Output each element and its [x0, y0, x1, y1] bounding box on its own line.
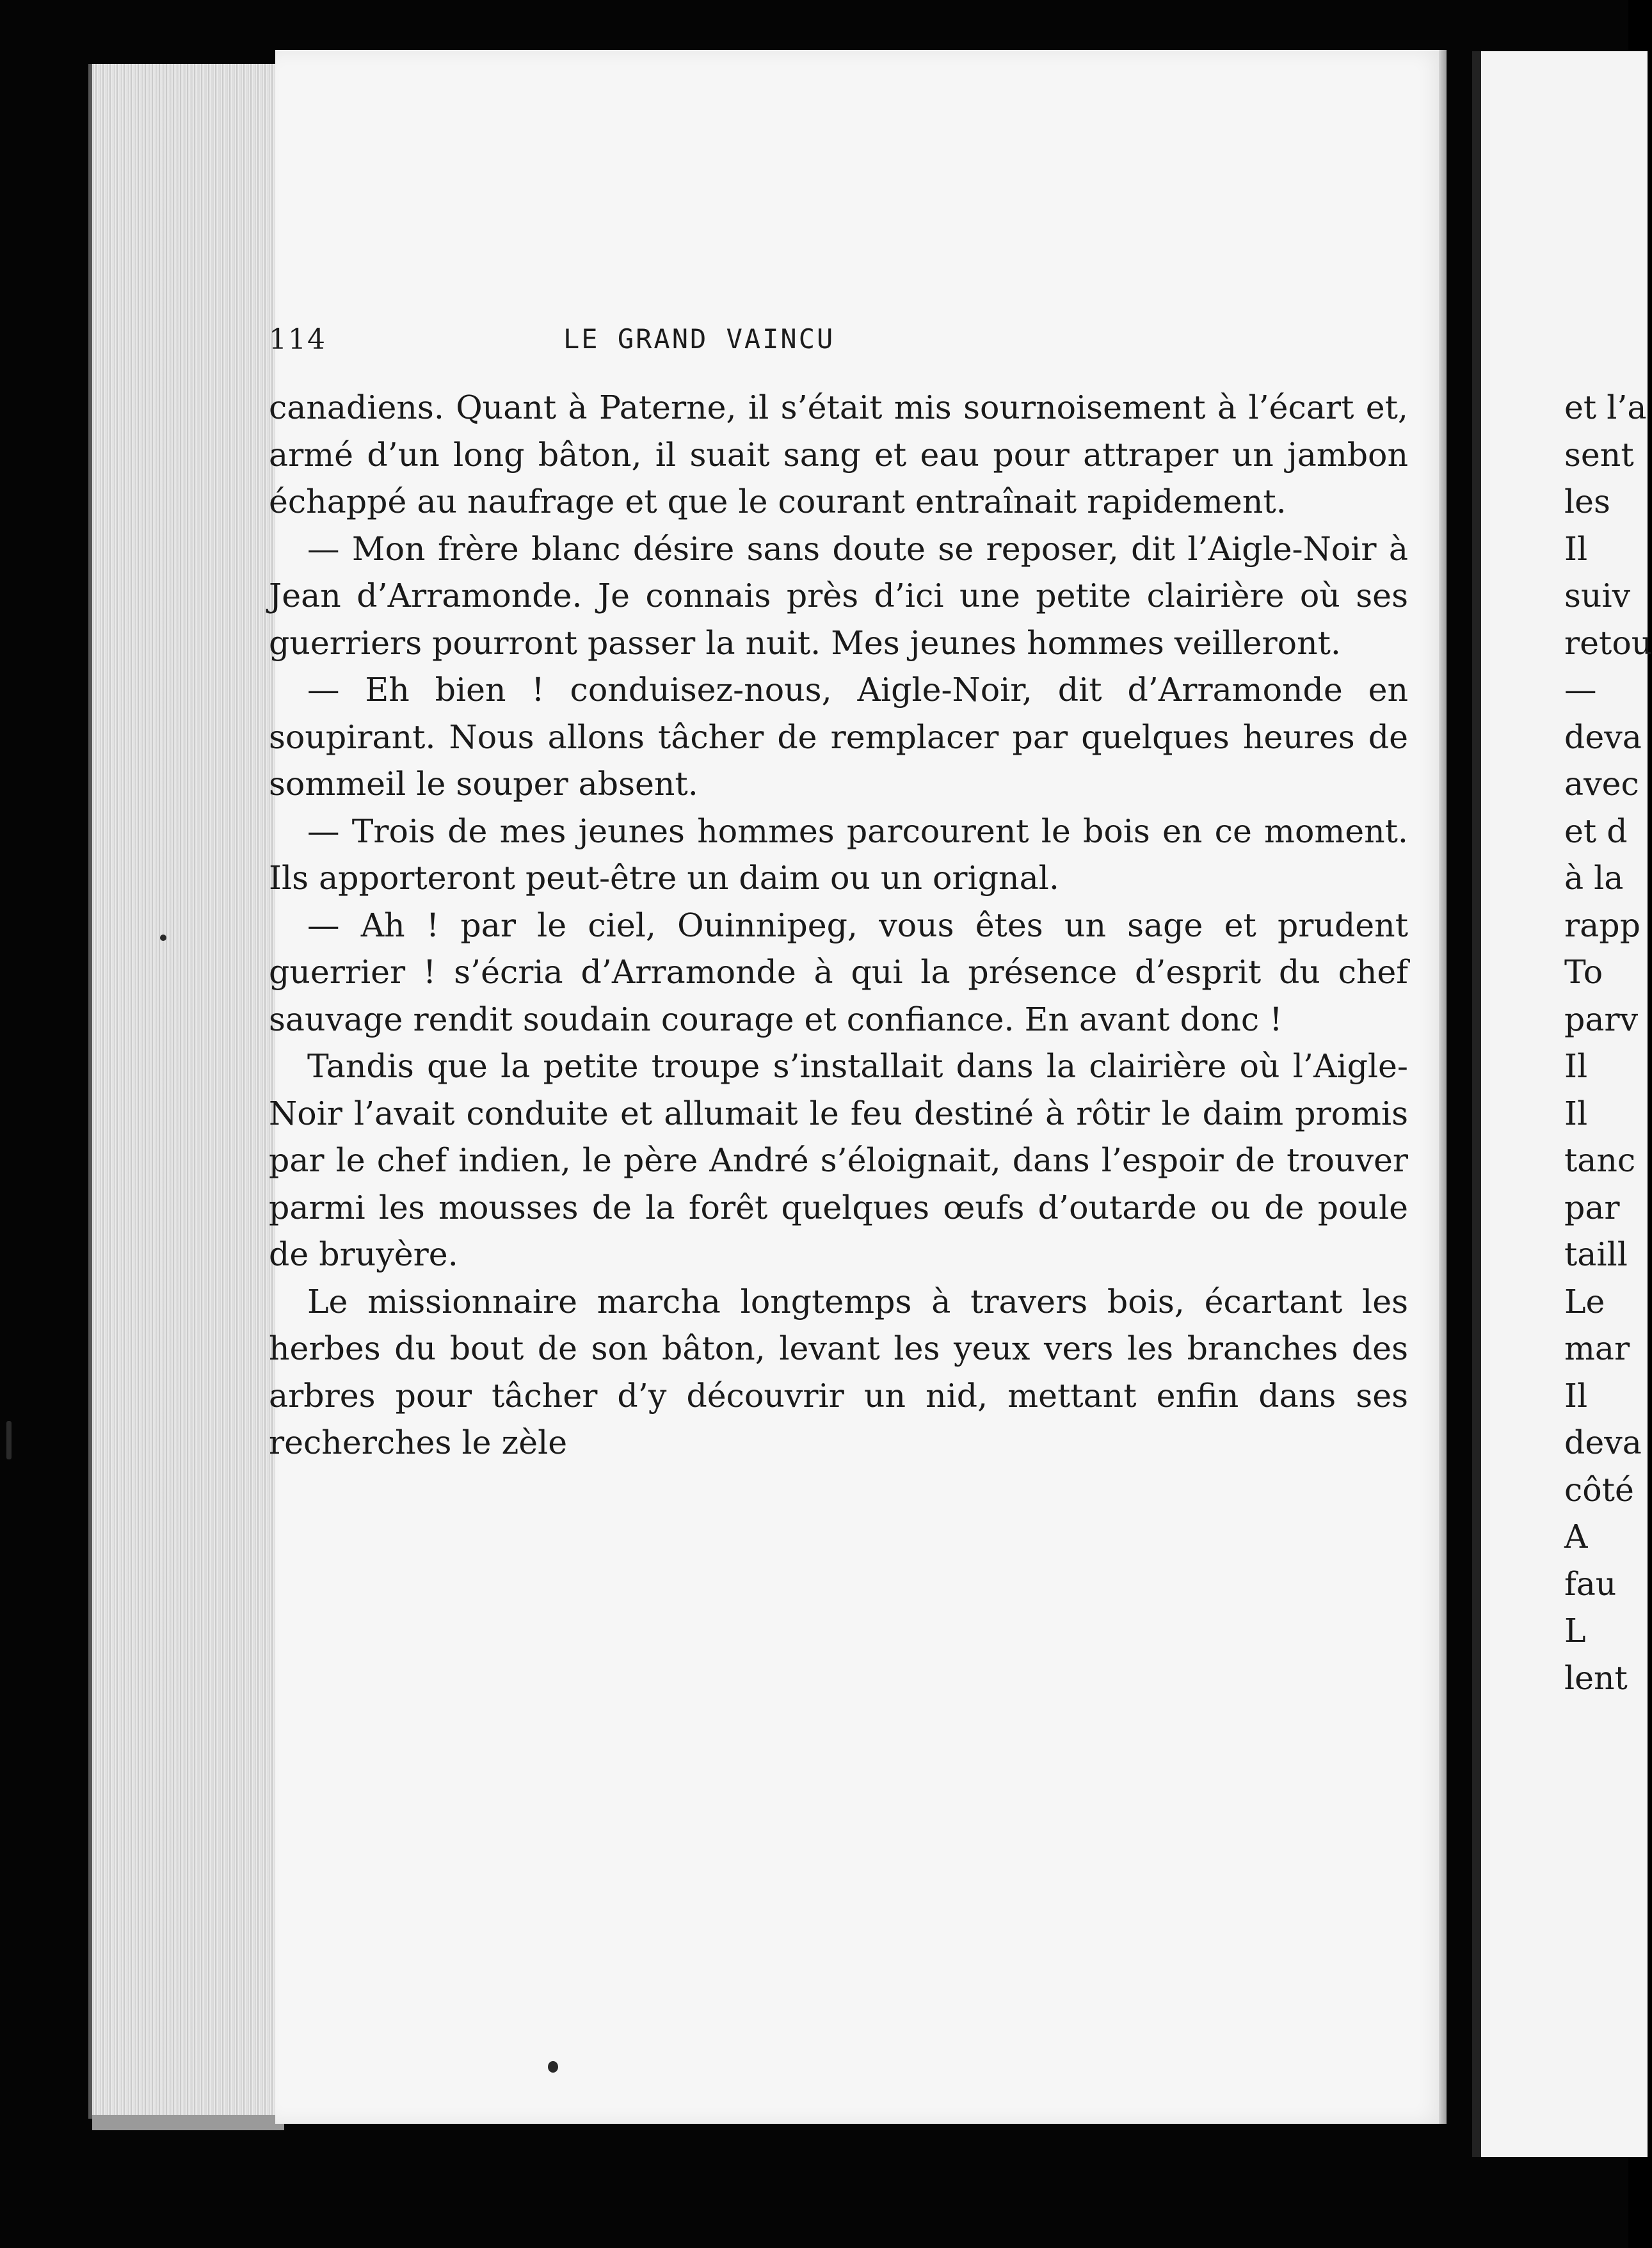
- right-page-line-fragment: suiv: [1564, 577, 1631, 614]
- right-page-line-fragment: fau: [1564, 1564, 1617, 1603]
- right-page-line-fragment: les: [1564, 483, 1610, 520]
- running-title: LE GRAND VAINCU: [563, 323, 835, 355]
- paragraph: — Mon frère blanc désire sans doute se reposer, dit l’Aigle-Noir à Jean d’Arramonde. Je connais près d’ici une petite clairière où ses guerriers pourront passer la nuit. Mes jeunes hommes veilleront.: [269, 529, 1408, 662]
- paragraph: canadiens. Quant à Paterne, il s’était mis sournoisement à l’écart et, armé d’un long bâton, il suait sang et eau pour attraper un jambon échappé au naufrage et que le courant entraînait rapidement.: [269, 389, 1408, 520]
- right-page-line-fragment: tanc: [1564, 1141, 1636, 1179]
- right-page-line-fragment: deva: [1564, 718, 1642, 756]
- right-page-line-fragment: deva: [1564, 1424, 1642, 1461]
- right-page-line-fragment: Il: [1564, 1047, 1588, 1085]
- right-page-line-fragment: avec: [1564, 765, 1639, 803]
- right-page-line-fragment: Le: [1564, 1282, 1605, 1321]
- page-gutter-shadow: [1439, 50, 1447, 2124]
- right-page-line-fragment: rapp: [1564, 906, 1640, 944]
- right-page-line-fragment: Il: [1564, 1376, 1588, 1415]
- paragraph: — Ah ! par le ciel, Ouinnipeg, vous êtes un sage et prudent guerrier ! s’écria d’Arramonde à qui la présence d’esprit du chef sauvage rendit soudain courage et confiance. En avant donc !: [269, 906, 1408, 1038]
- right-page-line-fragment: sent: [1564, 435, 1634, 474]
- right-page-line-fragment: Il: [1564, 529, 1588, 568]
- right-page-line-fragment: To: [1564, 953, 1603, 991]
- right-page-line-fragment: à la: [1564, 859, 1624, 897]
- paragraph: Le missionnaire marcha longtemps à travers bois, écartant les herbes du bout de son bâton, levant les yeux vers les branches des arbres pour tâcher d’y découvrir un nid, mettant enfin dans ses recherches le zèle: [269, 1282, 1408, 1461]
- right-page-line-fragment: Il: [1564, 1094, 1588, 1132]
- page-number: 114: [269, 323, 326, 356]
- right-page-line-fragment: retou: [1564, 623, 1652, 662]
- ink-speck: [548, 2061, 558, 2073]
- right-page-line-fragment: taill: [1564, 1235, 1628, 1273]
- ink-speck: [160, 935, 166, 941]
- ink-speck: [6, 1421, 12, 1459]
- right-page-text-fragments: [1564, 384, 1652, 1701]
- page-edges-stack: [88, 64, 284, 2119]
- right-page-line-fragment: et l’a: [1564, 389, 1647, 426]
- right-page-line-fragment: mar: [1564, 1329, 1630, 1367]
- right-page-line-fragment: lent: [1564, 1658, 1628, 1697]
- right-page-line-fragment: L: [1564, 1612, 1586, 1650]
- right-page-line-fragment: A: [1564, 1518, 1588, 1555]
- paragraph: — Eh bien ! conduisez-nous, Aigle-Noir, dit d’Arramonde en soupirant. Nous allons tâcher de remplacer par quelques heures de sommeil le souper absent.: [269, 671, 1408, 803]
- page-header: [269, 323, 1152, 362]
- right-page-line-fragment: côté: [1564, 1470, 1634, 1509]
- paragraph: — Trois de mes jeunes hommes parcourent le bois en ce moment. Ils apporteront peut-être un daim ou un orignal.: [269, 812, 1408, 897]
- page-body-text: [269, 384, 1408, 1466]
- right-page-line-fragment: par: [1564, 1188, 1620, 1226]
- right-page-line-fragment: parv: [1564, 1000, 1639, 1038]
- right-page-line-fragment: —: [1564, 671, 1597, 709]
- right-page-line-fragment: et d: [1564, 812, 1628, 850]
- paragraph: Tandis que la petite troupe s’installait dans la clairière où l’Aigle-Noir l’avait conduite et allumait le feu destiné à rôtir le daim promis par le chef indien, le père André s’éloignait, dans l’espoir de trouver parmi les mousses de la forêt quelques œufs d’outarde ou de poule de bruyère.: [269, 1047, 1408, 1273]
